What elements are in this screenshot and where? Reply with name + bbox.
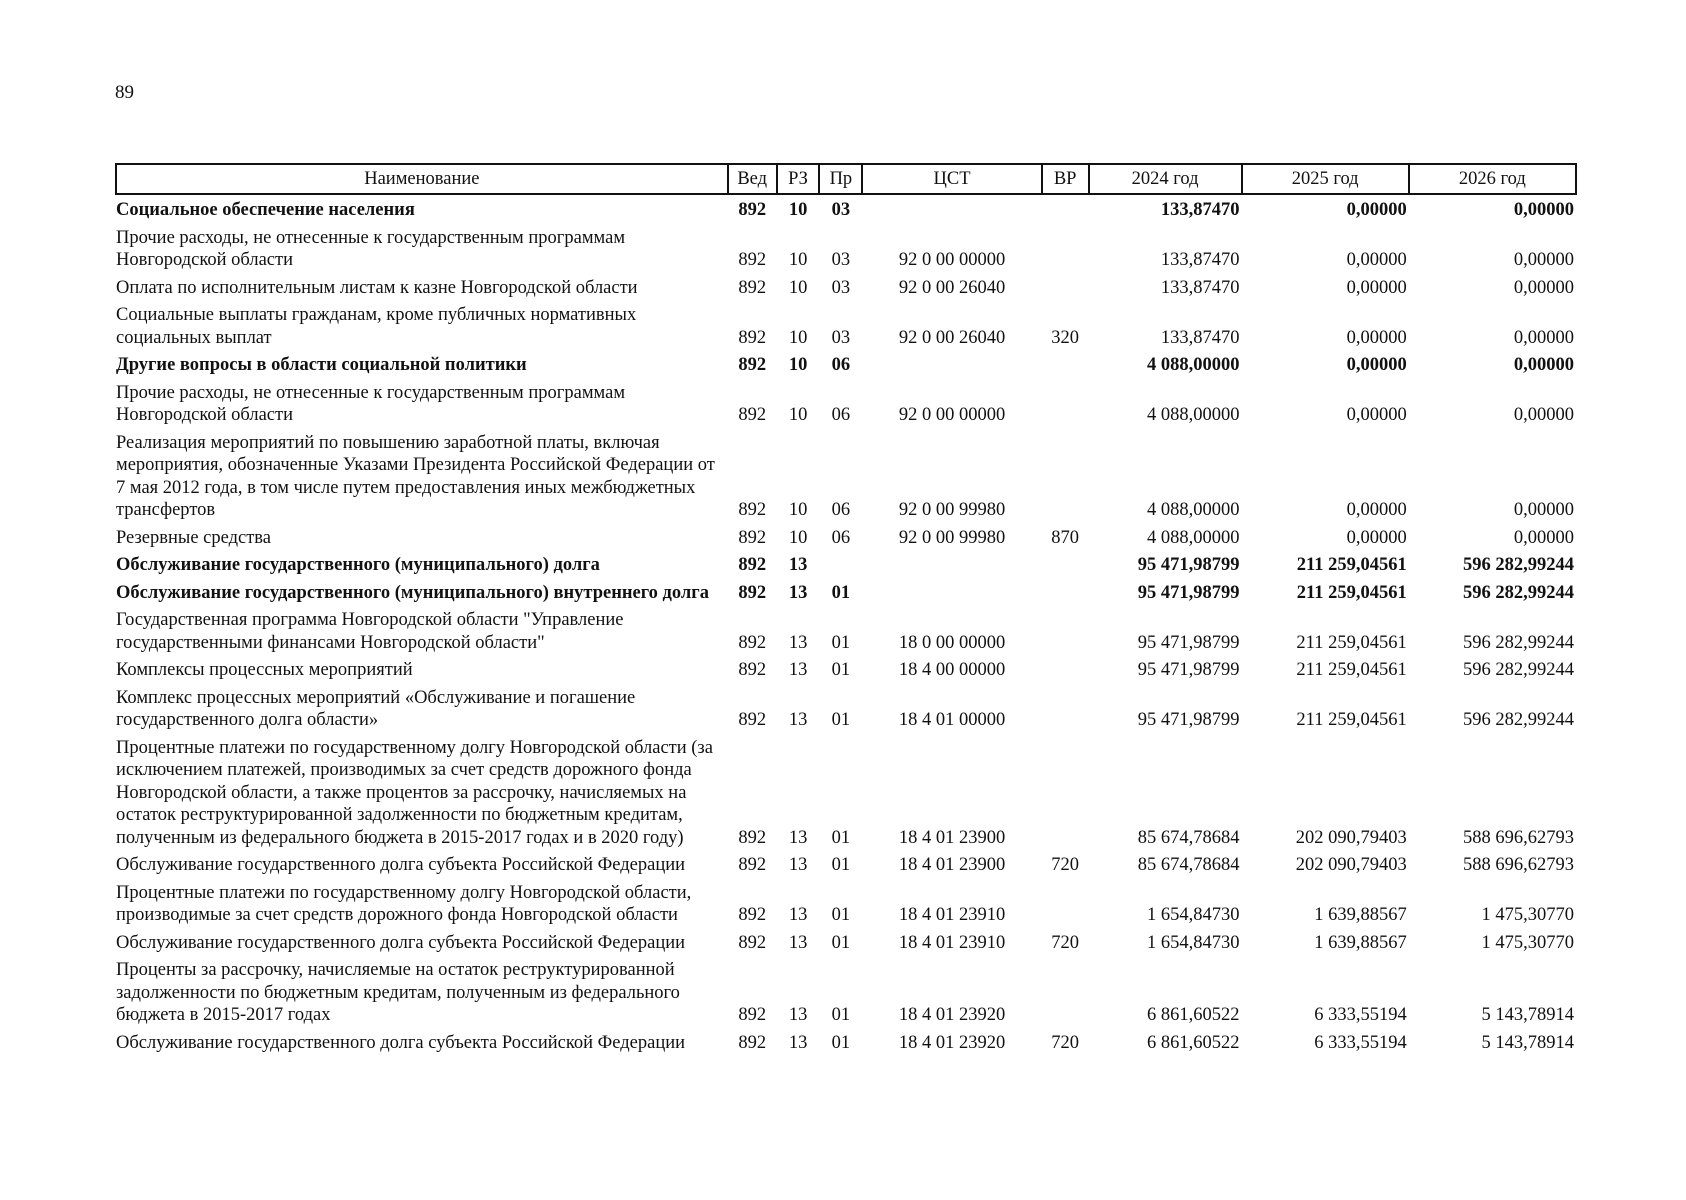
cell-2024: 85 674,78684 — [1137, 855, 1240, 875]
cell-pr: 06 — [831, 355, 851, 375]
cell-2025: 0,00000 — [1346, 327, 1407, 348]
cell-ved: 892 — [738, 1032, 767, 1053]
cell-2024: 6 861,60522 — [1147, 1005, 1240, 1025]
cell-2025: 1 639,88567 — [1314, 932, 1407, 953]
cell-vr — [1042, 880, 1089, 930]
cell-pr: 01 — [831, 1032, 851, 1053]
cell-ved: 892 — [738, 710, 767, 730]
cell-2024: 133,87470 — [1160, 250, 1240, 270]
cell-vr — [1042, 275, 1089, 303]
cell-2026: 596 282,99244 — [1463, 555, 1574, 575]
cell-rz: 13 — [788, 827, 808, 848]
table-row — [116, 380, 1576, 430]
cell-pr: 01 — [831, 632, 851, 653]
cell-pr: 03 — [831, 200, 851, 220]
cell-name: Реализация мероприятий по повышению заработной платы, включая мероприятия, обозначенные Указами Президента Российской Федерации от 7 мая 2012 года, в том числе путем предоставления иных межбюджетных трансфертов — [116, 432, 715, 520]
cell-name: Социальное обеспечение населения — [116, 200, 415, 220]
cell-rz: 13 — [788, 555, 808, 575]
cell-vr — [1042, 430, 1089, 525]
cell-name: Обслуживание государственного долга субъекта Российской Федерации — [116, 855, 686, 875]
cell-rz: 10 — [788, 200, 808, 220]
budget-table — [115, 163, 1577, 1057]
cell-rz: 10 — [788, 327, 808, 348]
cell-2024: 95 471,98799 — [1137, 582, 1240, 603]
cell-vr: 870 — [1051, 527, 1080, 548]
cell-vr — [1042, 685, 1089, 735]
cell-pr: 01 — [831, 855, 851, 875]
cell-2026: 0,00000 — [1513, 327, 1574, 348]
header-rz: РЗ — [777, 164, 820, 194]
cell-2026: 5 143,78914 — [1481, 1032, 1574, 1053]
cell-pr: 06 — [831, 405, 851, 425]
cell-2026: 596 282,99244 — [1463, 710, 1574, 730]
cell-rz: 13 — [788, 582, 808, 603]
cell-vr: 320 — [1051, 327, 1080, 348]
cell-2024: 4 088,00000 — [1147, 500, 1240, 520]
cell-vr — [1042, 957, 1089, 1030]
cell-pr: 01 — [831, 932, 851, 953]
cell-cst: 18 4 01 23920 — [898, 1005, 1006, 1025]
cell-2026: 5 143,78914 — [1481, 1005, 1574, 1025]
cell-2024: 4 088,00000 — [1147, 405, 1240, 425]
cell-2025: 202 090,79403 — [1295, 855, 1407, 875]
cell-cst — [862, 194, 1041, 225]
cell-rz: 10 — [788, 405, 808, 425]
cell-2024: 4 088,00000 — [1147, 527, 1240, 548]
cell-rz: 13 — [788, 632, 808, 653]
cell-2026: 1 475,30770 — [1481, 932, 1574, 953]
table-row — [116, 685, 1576, 735]
cell-name: Государственная программа Новгородской области "Управление государственными финансами Новгородской области" — [116, 610, 624, 653]
table-row — [116, 302, 1576, 352]
cell-name: Обслуживание государственного долга субъекта Российской Федерации — [116, 1032, 686, 1053]
header-2025: 2025 год — [1242, 164, 1409, 194]
cell-vr — [1042, 552, 1089, 580]
cell-pr — [819, 552, 862, 580]
cell-vr: 720 — [1051, 932, 1080, 953]
cell-ved: 892 — [738, 632, 767, 653]
cell-pr: 01 — [831, 710, 851, 730]
cell-cst: 18 4 01 23900 — [898, 827, 1006, 848]
cell-2026: 0,00000 — [1513, 277, 1574, 298]
cell-2024: 85 674,78684 — [1137, 827, 1240, 848]
cell-pr: 03 — [831, 250, 851, 270]
table-row — [116, 225, 1576, 275]
header-pr: Пр — [819, 164, 862, 194]
cell-ved: 892 — [738, 932, 767, 953]
table-row — [116, 880, 1576, 930]
cell-vr — [1042, 352, 1089, 380]
cell-2025: 0,00000 — [1346, 355, 1407, 375]
cell-2024: 95 471,98799 — [1137, 660, 1240, 680]
cell-name: Комплекс процессных мероприятий «Обслуживание и погашение государственного долга области» — [116, 687, 636, 730]
cell-cst: 92 0 00 99980 — [898, 527, 1006, 548]
cell-2025: 211 259,04561 — [1296, 632, 1407, 653]
cell-cst: 92 0 00 99980 — [898, 500, 1006, 520]
cell-pr: 06 — [831, 500, 851, 520]
cell-2026: 596 282,99244 — [1463, 582, 1574, 603]
cell-cst: 92 0 00 00000 — [898, 250, 1006, 270]
cell-2025: 0,00000 — [1346, 500, 1407, 520]
cell-pr: 01 — [831, 582, 851, 603]
cell-ved: 892 — [738, 327, 767, 348]
cell-2025: 211 259,04561 — [1296, 582, 1407, 603]
cell-name: Процентные платежи по государственному долгу Новгородской области (за исключением платежей, производимых за счет средств дорожного фонда Новгородской области, а также процентов за рассрочку, начисляемых на остаток реструктурированной задолженности по бюджетным кредитам, полученным из федерального бюджета в 2015-2017 годах и в 2020 году) — [116, 737, 713, 848]
cell-vr — [1042, 380, 1089, 430]
cell-cst: 18 0 00 00000 — [898, 632, 1006, 653]
table-row — [116, 852, 1576, 880]
cell-cst: 18 4 01 00000 — [898, 710, 1006, 730]
table-row — [116, 1030, 1576, 1058]
cell-cst: 92 0 00 26040 — [898, 327, 1006, 348]
cell-name: Комплексы процессных мероприятий — [116, 660, 413, 680]
cell-pr: 06 — [831, 527, 851, 548]
cell-name: Другие вопросы в области социальной политики — [116, 355, 527, 375]
cell-2024: 133,87470 — [1160, 277, 1240, 298]
cell-2024: 133,87470 — [1160, 200, 1240, 220]
cell-vr — [1042, 225, 1089, 275]
table-body — [116, 194, 1576, 1057]
cell-2024: 1 654,84730 — [1147, 905, 1240, 925]
cell-ved: 892 — [738, 855, 767, 875]
cell-2025: 0,00000 — [1346, 527, 1407, 548]
cell-2025: 211 259,04561 — [1296, 710, 1407, 730]
cell-2025: 0,00000 — [1346, 200, 1407, 220]
cell-pr: 01 — [831, 905, 851, 925]
table-row — [116, 607, 1576, 657]
cell-cst — [862, 580, 1041, 608]
cell-cst: 18 4 01 23910 — [898, 932, 1006, 953]
cell-cst: 18 4 00 00000 — [898, 660, 1006, 680]
cell-rz: 13 — [788, 710, 808, 730]
cell-name: Прочие расходы, не отнесенные к государственным программам Новгородской области — [116, 382, 626, 425]
cell-2026: 0,00000 — [1513, 500, 1574, 520]
cell-rz: 13 — [788, 905, 808, 925]
cell-2025: 0,00000 — [1346, 277, 1407, 298]
header-2024: 2024 год — [1089, 164, 1242, 194]
cell-2025: 0,00000 — [1346, 405, 1407, 425]
cell-name: Социальные выплаты гражданам, кроме публичных нормативных социальных выплат — [116, 305, 637, 348]
cell-2024: 95 471,98799 — [1137, 555, 1240, 575]
table-row — [116, 735, 1576, 853]
table-row — [116, 194, 1576, 225]
cell-2026: 1 475,30770 — [1481, 905, 1574, 925]
cell-vr — [1042, 657, 1089, 685]
table-row — [116, 525, 1576, 553]
cell-cst — [862, 352, 1041, 380]
cell-2026: 588 696,62793 — [1463, 827, 1574, 848]
cell-cst: 18 4 01 23920 — [898, 1032, 1006, 1053]
cell-cst: 18 4 01 23910 — [898, 905, 1006, 925]
cell-2026: 0,00000 — [1513, 405, 1574, 425]
cell-name: Процентные платежи по государственному долгу Новгородской области, производимые за счет средств дорожного фонда Новгородской области — [116, 882, 692, 925]
cell-2025: 6 333,55194 — [1314, 1032, 1407, 1053]
cell-2024: 4 088,00000 — [1147, 355, 1240, 375]
cell-pr: 03 — [831, 277, 851, 298]
cell-name: Обслуживание государственного (муниципального) долга — [116, 555, 600, 575]
header-row — [116, 164, 1576, 194]
header-name: Наименование — [116, 164, 728, 194]
cell-cst: 92 0 00 00000 — [898, 405, 1006, 425]
cell-2025: 211 259,04561 — [1296, 660, 1407, 680]
header-2026: 2026 год — [1409, 164, 1576, 194]
cell-name: Проценты за рассрочку, начисляемые на остаток реструктурированной задолженности по бюджетным кредитам, полученным из федерального бюджета в 2015-2017 годах — [116, 960, 680, 1025]
table-row — [116, 430, 1576, 525]
cell-2026: 0,00000 — [1513, 200, 1574, 220]
cell-2024: 95 471,98799 — [1137, 710, 1240, 730]
cell-2025: 6 333,55194 — [1314, 1005, 1407, 1025]
cell-ved: 892 — [738, 905, 767, 925]
cell-pr: 01 — [831, 660, 851, 680]
cell-rz: 10 — [788, 355, 808, 375]
cell-rz: 13 — [788, 855, 808, 875]
cell-ved: 892 — [738, 660, 767, 680]
cell-ved: 892 — [738, 355, 767, 375]
page-number: 89 — [115, 82, 134, 103]
table-row — [116, 930, 1576, 958]
cell-vr — [1042, 580, 1089, 608]
cell-cst: 18 4 01 23900 — [898, 855, 1006, 875]
cell-rz: 13 — [788, 1005, 808, 1025]
table-row — [116, 275, 1576, 303]
cell-rz: 13 — [788, 660, 808, 680]
cell-name: Резервные средства — [116, 527, 271, 548]
cell-vr — [1042, 194, 1089, 225]
cell-rz: 10 — [788, 277, 808, 298]
cell-vr: 720 — [1051, 855, 1080, 875]
cell-2024: 133,87470 — [1160, 327, 1240, 348]
cell-rz: 10 — [788, 500, 808, 520]
cell-cst — [862, 552, 1041, 580]
cell-ved: 892 — [738, 277, 767, 298]
cell-vr — [1042, 607, 1089, 657]
cell-ved: 892 — [738, 527, 767, 548]
table-row — [116, 957, 1576, 1030]
cell-name: Обслуживание государственного долга субъекта Российской Федерации — [116, 932, 686, 953]
cell-2025: 1 639,88567 — [1314, 905, 1407, 925]
cell-ved: 892 — [738, 250, 767, 270]
cell-2026: 596 282,99244 — [1463, 660, 1574, 680]
cell-rz: 13 — [788, 932, 808, 953]
header-ved: Вед — [728, 164, 777, 194]
cell-cst: 92 0 00 26040 — [898, 277, 1006, 298]
cell-2024: 6 861,60522 — [1147, 1032, 1240, 1053]
cell-name: Обслуживание государственного (муниципального) внутреннего долга — [116, 582, 709, 603]
cell-rz: 13 — [788, 1032, 808, 1053]
cell-2024: 1 654,84730 — [1147, 932, 1240, 953]
cell-2026: 0,00000 — [1513, 527, 1574, 548]
cell-vr: 720 — [1051, 1032, 1080, 1053]
cell-vr — [1042, 735, 1089, 853]
cell-name: Оплата по исполнительным листам к казне Новгородской области — [116, 277, 638, 298]
cell-ved: 892 — [738, 500, 767, 520]
header-cst: ЦСТ — [862, 164, 1041, 194]
table-row — [116, 352, 1576, 380]
cell-pr: 03 — [831, 327, 851, 348]
cell-pr: 01 — [831, 827, 851, 848]
table-row — [116, 580, 1576, 608]
cell-rz: 10 — [788, 250, 808, 270]
table-row — [116, 552, 1576, 580]
cell-2026: 0,00000 — [1513, 355, 1574, 375]
table-row — [116, 657, 1576, 685]
cell-2026: 588 696,62793 — [1463, 855, 1574, 875]
cell-rz: 10 — [788, 527, 808, 548]
cell-2025: 0,00000 — [1346, 250, 1407, 270]
header-vr: ВР — [1042, 164, 1089, 194]
cell-name: Прочие расходы, не отнесенные к государственным программам Новгородской области — [116, 227, 626, 270]
cell-ved: 892 — [738, 582, 767, 603]
cell-2024: 95 471,98799 — [1137, 632, 1240, 653]
cell-2025: 211 259,04561 — [1296, 555, 1407, 575]
cell-ved: 892 — [738, 555, 767, 575]
cell-2026: 0,00000 — [1513, 250, 1574, 270]
cell-ved: 892 — [738, 405, 767, 425]
cell-pr: 01 — [831, 1005, 851, 1025]
cell-ved: 892 — [738, 200, 767, 220]
cell-2025: 202 090,79403 — [1295, 827, 1407, 848]
cell-ved: 892 — [738, 827, 767, 848]
cell-ved: 892 — [738, 1005, 767, 1025]
cell-2026: 596 282,99244 — [1463, 632, 1574, 653]
